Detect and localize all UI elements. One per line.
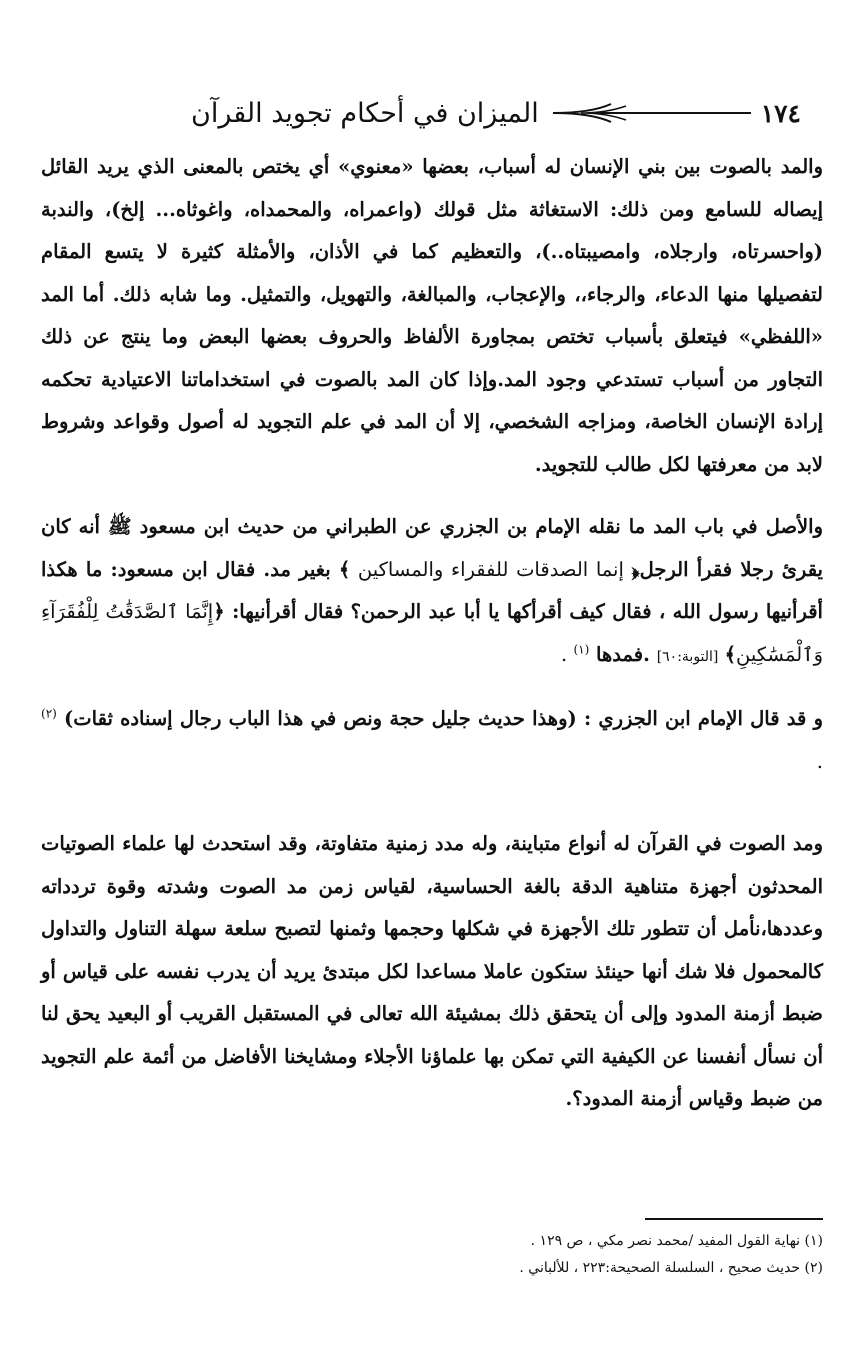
page-header: [61, 92, 801, 134]
paragraph-1: [41, 146, 823, 486]
footnote-1: (١) نهاية القول المفيد /محمد نصر مكي ، ص ١٢٩ .: [530, 1233, 823, 1249]
paragraph-2-text-d: .فمدها: [589, 642, 657, 666]
footnotes: [41, 1228, 823, 1282]
quran-reference: [التوبة:٦٠]: [656, 648, 719, 665]
page-body: [41, 146, 823, 1121]
footnote-divider: [645, 1218, 823, 1220]
footnote-marker-2[interactable]: (٢): [41, 706, 57, 721]
paragraph-4-text: ومد الصوت في القرآن له أنواع متباينة، وله مدد زمنية متفاوتة، وقد استحدث لها علماء الصوتيات المحدثون أجهزة متناهية الدقة بالغة الحساسية، لقياس زمن مد الصوت وشدته وقوة تردداته وعددها،نأمل أن تتطور تلك الأجهزة في شكلها وحجمها وثمنها لتصبح سلعة سهلة التناول والتداول كالمحمول فلا شك أنها حينئذ ستكون عاملا مساعدا لكل مبتدئ يريد أن يدرب نفسه على قياس أو ضبط أزمنة المدود وإلى أن يتحقق ذلك بمشيئة الله تعالى في المستقبل القريب أو البعيد يحق لنا أن نسأل أنفسنا عن الكيفية التي تمكن بها علماؤنا الأجلاء ومشايخنا الأفاضل من أئمة علم التجويد من ضبط وقياس أزمنة المدود؟.: [41, 832, 823, 1110]
paragraph-3-text: و قد قال الإمام ابن الجزري : (وهذا حديث جليل حجة ونص في هذا الباب رجال إسناده ثقات): [56, 707, 823, 730]
page-number: ١٧٤: [760, 98, 801, 128]
paragraph-2-text-a: والأصل في باب المد ما نقله الإمام بن الجزري عن الطبراني من حديث ابن مسعود ﷺ أنه كان يقرئ رجلا فقرأ الرجل﴿: [41, 515, 823, 581]
running-title: الميزان في أحكام تجويد القرآن: [191, 97, 539, 129]
quran-quote-plain: إنما الصدقات للفقراء والمساكين: [350, 557, 632, 581]
footnote-marker-1[interactable]: (١): [573, 642, 590, 656]
footnote-2: (٢) حديث صحيح ، السلسلة الصحيحة:٢٢٣ ، للألباني .: [519, 1260, 823, 1276]
paragraph-2: والأصل في باب المد ما نقله الإمام بن الجزري عن الطبراني من حديث ابن مسعود ﷺ أنه كان يقرئ رجلا فقرأ الرجل﴿ إنما الصدقات للفقراء والمساكين ﴾ بغير مد. فقال ابن مسعود: ما هكذا أقرأنيها رسول الله ، فقال كيف أقرأكها يا أبا عبد الرحمن؟ فقال أقرأنيها: ﴿إِنَّمَا ٱلصَّدَقَٰتُ لِلْفُقَرَآءِ وَٱلْمَسَٰكِينِ﴾ [التوبة:٦٠] .فمدها $^{(١)}$ .: [41, 515, 823, 666]
paragraph-3: و قد قال الإمام ابن الجزري : (وهذا حديث جليل حجة ونص في هذا الباب رجال إسناده ثقات) $^{(٢)}$ .: [41, 706, 823, 773]
quran-quote-vocalized: إِنَّمَا ٱلصَّدَقَٰتُ لِلْفُقَرَآءِ وَٱلْمَسَٰكِينِ: [41, 600, 823, 666]
paragraph-1-text: والمد بالصوت بين بني الإنسان له أسباب، بعضها «معنوي» أي يختص بالمعنى الذي يريد القائل إيصاله للسامع ومن ذلك: الاستغاثة مثل قولك (واعمراه، والمحمداه، واغوثاه... إلخ)، والندبة (واحسرتاه، وارجلاه، وامصيبتاه..)، والتعظيم كما في الأذان، والأمثلة كثيرة لا يتسع المقام لتفصيلها منها الدعاء، والرجاء،، والإعجاب، والمبالغة، والتهويل، والتمثيل. وما شابه ذلك. أما المد «اللفظي» فيتعلق بأسباب تختص بمجاورة الألفاظ والحروف بعضها البعض وما ينتج عن ذلك التجاور من أسباب تستدعي وجود المد.وإذا كان المد بالصوت في استخداماتنا الاعتيادية تحكمه إرادة الإنسان الخاصة، ومزاجه الشخصي، إلا أن المد في علم التجويد له أصول وقواعد وشروط لابد من معرفتها لكل طالب للتجويد.: [41, 155, 823, 476]
paragraph-4: [41, 823, 823, 1121]
paragraph-2-text-b: ﴾ بغير مد. فقال ابن مسعود: ما هكذا أقرأنيها رسول الله ، فقال كيف أقرأكها يا أبا عبد الرحمن؟ فقال أقرأنيها: ﴿: [41, 557, 823, 623]
header-arrow-ornament: [551, 98, 751, 128]
paragraph-2-text-c: ﴾: [724, 642, 737, 666]
